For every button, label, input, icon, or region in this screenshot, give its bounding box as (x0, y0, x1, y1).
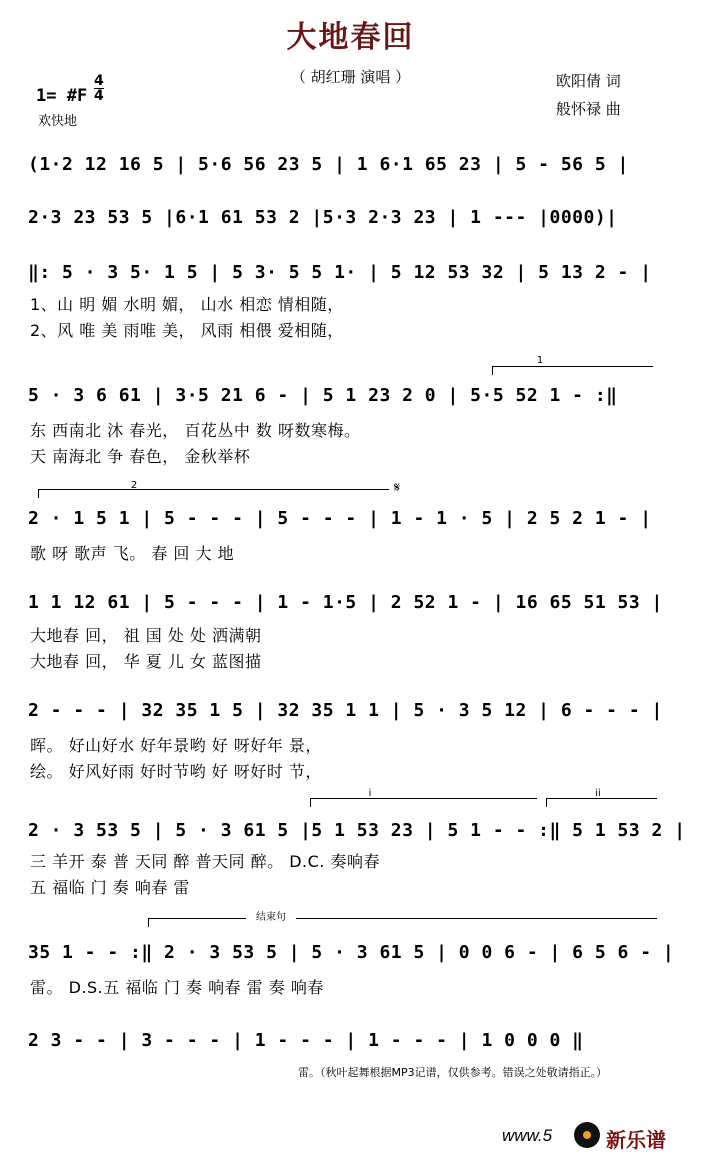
lyric-row-3a: 1、山 明 媚 水明 媚， 山水 相恋 情相随， (30, 295, 344, 314)
lyricist-credit: 欧阳倩 词 (556, 72, 621, 90)
volta-label-2: 2 (130, 480, 138, 491)
lyric-row-9: 雷。 D.S.五 福临 门 奏 响春 雷 奏 响春 (30, 978, 324, 997)
score-row-8: 2 · 3 53 5 | 5 · 3 61 5 |5 1 53 23 | 5 1 - - :‖ 5 1 53 2 | (28, 820, 686, 841)
performer-line: （ 胡红珊 演唱 ） (290, 68, 411, 86)
volta-bracket-ii (546, 798, 657, 807)
lyric-row-3b: 2、风 唯 美 雨唯 美， 风雨 相偎 爱相随， (30, 321, 344, 340)
score-row-10: 2 3 - - | 3 - - - | 1 - - - | 1 - - - | 1 0 0 0 ‖ (28, 1030, 584, 1051)
ending-bracket (148, 918, 657, 927)
score-row-7: 2 - - - | 32 35 1 5 | 32 35 1 1 | 5 · 3 5 12 | 6 - - - | (28, 700, 663, 721)
time-signature (94, 74, 104, 103)
transcription-note: 雷。（秋叶起舞根据MP3记谱，仅供参考。错误之处敬请指正。） (298, 1066, 608, 1079)
score-row-4: 5 · 3 6 61 | 3·5 21 6 - | 5 1 23 2 0 | 5·5 52 1 - :‖ (28, 385, 618, 406)
lyric-row-8a: 三 羊开 泰 普 天同 醉 普天同 醉。 D.C. 奏响春 (30, 852, 380, 871)
volta-bracket-1 (492, 366, 653, 375)
volta-label-1: 1 (536, 355, 544, 366)
segno-sign: 𝄋 (394, 480, 401, 496)
lyric-row-4a: 东 西南北 沐 春光， 百花丛中 数 呀数寒梅。 (30, 421, 361, 440)
time-signature-top: 4 (94, 73, 104, 89)
volta-bracket-2 (38, 489, 389, 498)
score-row-2: 2·3 23 53 5 |6·1 61 53 2 |5·3 2·3 23 | 1 --- |0000)| (28, 207, 618, 228)
time-signature-bottom: 4 (94, 88, 104, 104)
ending-label: 结束句 (246, 908, 296, 923)
song-title: 大地春回 (286, 20, 415, 55)
lyric-row-6b: 大地春 回， 华 夏 儿 女 蓝图描 (30, 652, 262, 671)
lyric-row-6a: 大地春 回， 祖 国 处 处 洒满朝 (30, 626, 262, 645)
score-row-9: 35 1 - - :‖ 2 · 3 53 5 | 5 · 3 61 5 | 0 0 6 - | 6 5 6 - | (28, 942, 675, 963)
volta-label-i: i (368, 788, 372, 799)
watermark-url: www.5 (502, 1126, 553, 1145)
key-signature: 1= #F (36, 86, 88, 106)
watermark-brand: 新乐谱 (606, 1128, 666, 1152)
volta-label-ii: ii (595, 788, 601, 799)
lyric-row-7a: 晖。 好山好水 好年景哟 好 呀好年 景， (30, 736, 322, 755)
score-row-3: ‖: 5 · 3 5· 1 5 | 5 3· 5 5 1· | 5 12 53 32 | 5 13 2 - | (28, 262, 652, 283)
lyric-row-8b: 五 福临 门 奏 响春 雷 (30, 878, 190, 897)
lyric-row-4b: 天 南海北 争 春色， 金秋举杯 (30, 447, 251, 466)
lyric-row-7b: 绘。 好风好雨 好时节哟 好 呀好时 节， (30, 762, 322, 781)
lyric-row-5: 歌 呀 歌声 飞。 春 回 大 地 (30, 544, 235, 563)
record-logo-icon (574, 1122, 600, 1148)
score-row-6: 1 1 12 61 | 5 - - - | 1 - 1·5 | 2 52 1 - | 16 65 51 53 | (28, 592, 663, 613)
composer-credit: 般怀禄 曲 (556, 100, 621, 118)
score-row-1: (1·2 12 16 5 | 5·6 56 23 5 | 1 6·1 65 23 | 5 - 56 5 | (28, 154, 629, 175)
volta-bracket-i (310, 798, 537, 807)
tempo-marking: 欢快地 (38, 114, 78, 129)
score-row-5: 2 · 1 5 1 | 5 - - - | 5 - - - | 1 - 1 · 5 | 2 5 2 1 - | (28, 508, 652, 529)
